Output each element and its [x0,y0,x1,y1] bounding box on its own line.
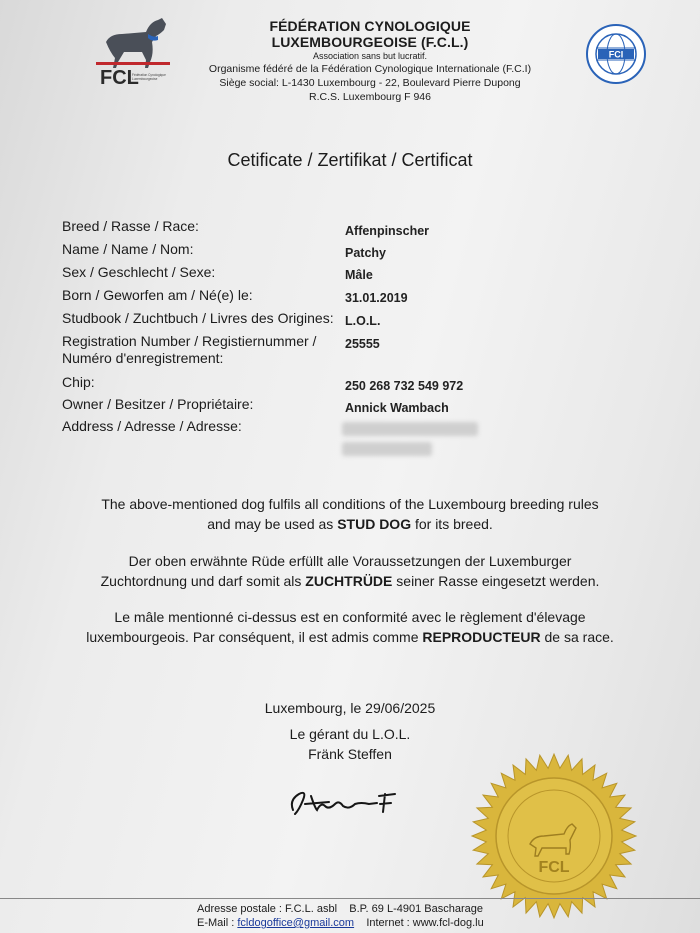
statement-french-line-2 [0,627,700,647]
field-value-breed: Affenpinscher [345,224,430,238]
field-value-name: Patchy [345,246,386,260]
email-link[interactable]: fcldogoffice@gmail.com [237,917,355,929]
signer-name: Fränk Steffen [308,746,392,762]
email-label: E-Mail : [197,917,238,929]
field-label-born: Born / Geworfen am / Né(e) le: [62,287,253,303]
field-label-owner: Owner / Besitzer / Propriétaire: [62,396,254,412]
text-span: luxembourgeois. Par conséquent, il est admis comme [86,629,423,645]
address-redacted-line-2 [342,442,432,456]
place-date: Luxembourg, le 29/06/2025 [264,700,436,716]
field-label-studbook: Studbook / Zuchtbuch / Livres des Origines: [62,310,334,326]
svg-text:FCI: FCI [608,49,624,60]
reproducteur-label: REPRODUCTEUR [422,629,541,645]
text-span: for its breed. [411,516,493,532]
stud-dog-label: STUD DOG [337,516,412,532]
field-value-studbook: L.O.L. [345,314,381,328]
footer-line-1 [197,903,483,915]
field-label-address: Address / Adresse / Adresse: [62,418,242,434]
statement-german-line-1: Der oben erwähnte Rüde erfüllt alle Voraussetzungen der Luxemburger [128,553,572,569]
statement-english [0,494,700,534]
website: Internet : www.fcl-dog.lu [366,917,484,929]
field-value-born: 31.01.2019 [345,291,408,305]
letterhead-line-2: Siège social: L-1430 Luxembourg - 22, Boulevard Pierre Dupong [219,77,521,89]
text-span: de sa race. [540,629,614,645]
statement-french-line-1: Le mâle mentionné ci-dessus est en conformité avec le règlement d'élevage [114,609,586,625]
svg-text:Fédération Cynologique: Fédération Cynologique [132,73,166,77]
field-value-sex: Mâle [345,268,373,282]
postal-address: Adresse postale : F.C.L. asbl [197,903,338,915]
text-span: seiner Rasse eingesetzt werden. [392,573,600,589]
fcl-logo [88,12,178,92]
fci-logo [586,24,646,84]
field-label-sex: Sex / Geschlecht / Sexe: [62,264,216,280]
statement-german-line-2 [0,571,700,591]
handwritten-signature [285,782,415,822]
certificate-title: Cetificate / Zertifikat / Certificat [227,150,473,170]
field-value-owner: Annick Wambach [345,401,449,415]
zuchtruede-label: ZUCHTRÜDE [305,573,393,589]
letterhead-line-3: R.C.S. Luxembourg F 946 [309,91,431,103]
svg-text:FCL: FCL [538,859,570,876]
fci-globe-icon [586,24,646,84]
statement-french [0,607,700,647]
field-label-name: Name / Name / Nom: [62,241,194,257]
text-span: and may be used as [207,516,338,532]
field-value-registration: 25555 [345,337,380,351]
svg-text:Luxembourgeoise: Luxembourgeoise [132,77,158,81]
field-label-registration-2: Numéro d'enregistrement: [62,350,224,366]
gold-seal [470,752,638,920]
letterhead [200,18,540,103]
field-label-chip: Chip: [62,374,95,390]
svg-text:FCL: FCL [100,67,139,89]
field-label-breed: Breed / Rasse / Race: [62,218,199,234]
text-span: Zuchtordnung und darf somit als [100,573,306,589]
federation-name: FÉDÉRATION CYNOLOGIQUE LUXEMBOURGEOISE (F.C.L.) [269,18,471,50]
po-box: B.P. 69 L-4901 Bascharage [349,903,483,915]
footer [0,898,700,929]
statement-english-line-2 [0,514,700,534]
statement-english-line-1: The above-mentioned dog fulfils all conditions of the Luxembourg breeding rules [101,496,599,512]
address-redacted-line-1 [342,422,478,436]
statement-german [0,551,700,591]
letterhead-line-1: Organisme fédéré de la Fédération Cynologique Internationale (F.C.I) [208,63,532,75]
signer-role: Le gérant du L.O.L. [289,726,411,742]
footer-line-2 [197,917,484,929]
field-value-chip: 250 268 732 549 972 [345,379,464,393]
asbl-note: Association sans but lucratif. [312,51,428,61]
field-label-registration: Registration Number / Registiernummer / [62,333,317,349]
dog-logo-icon [88,12,178,92]
